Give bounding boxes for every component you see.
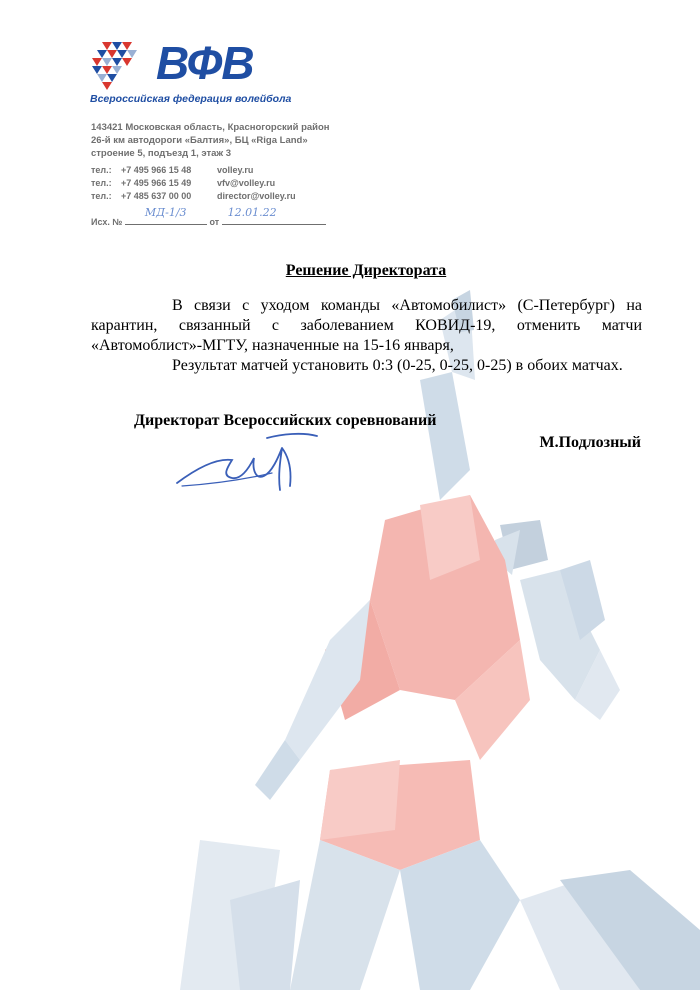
outgoing-date-value: 12.01.22 [227, 206, 277, 219]
outgoing-number-label: Исх. № [91, 217, 123, 227]
outgoing-date-label: от [209, 217, 220, 227]
body-paragraph: Результат матчей установить 0:3 (0-25, 0-25, 0-25) в обоих матчах. [172, 357, 623, 374]
email-link[interactable]: vfv@volley.ru [217, 178, 276, 188]
phone-label: тел.: [91, 165, 112, 175]
logo-wordmark: ВФВ [156, 37, 254, 89]
phone-number: +7 495 966 15 48 [121, 165, 192, 175]
address-line: строение 5, подъезд 1, этаж 3 [91, 148, 232, 159]
phone-label: тел.: [91, 191, 112, 201]
outgoing-ref [91, 206, 326, 227]
handwritten-signature [172, 428, 322, 498]
document-body [91, 296, 642, 376]
email-link[interactable]: director@volley.ru [217, 191, 296, 201]
document-title: Решение Директората [285, 262, 447, 279]
outgoing-number-value: МД-1/3 [144, 206, 187, 219]
logo-triangle-mosaic-icon [90, 40, 152, 92]
address-line: 143421 Московская область, Красногорский район [91, 122, 330, 133]
signature-name: М.Подлозный [539, 434, 641, 451]
contact-row [91, 190, 296, 203]
logo-subtitle: Всероссийская федерация волейбола [90, 93, 292, 105]
address-block [91, 121, 330, 160]
outgoing-date-field [222, 206, 326, 225]
contacts-block [91, 164, 296, 203]
phone-number: +7 485 637 00 00 [121, 191, 192, 201]
phone-number: +7 495 966 15 49 [121, 178, 192, 188]
website-link[interactable]: volley.ru [217, 165, 254, 175]
outgoing-number-field [125, 206, 207, 225]
signature-organization: Директорат Всероссийских соревнований [134, 412, 437, 429]
address-line: 26-й км автодороги «Балтия», БЦ «Riga Land» [91, 135, 308, 146]
contact-row [91, 177, 296, 190]
phone-label: тел.: [91, 178, 112, 188]
body-paragraph: В связи с уходом команды «Автомобилист» (С-Петербург) на карантин, связанный с заболеванием КОВИД-19, отменить матчи «Автомоблист»-МГТУ, назначенные на 15-16 января, [91, 297, 642, 354]
contact-row [91, 164, 296, 177]
